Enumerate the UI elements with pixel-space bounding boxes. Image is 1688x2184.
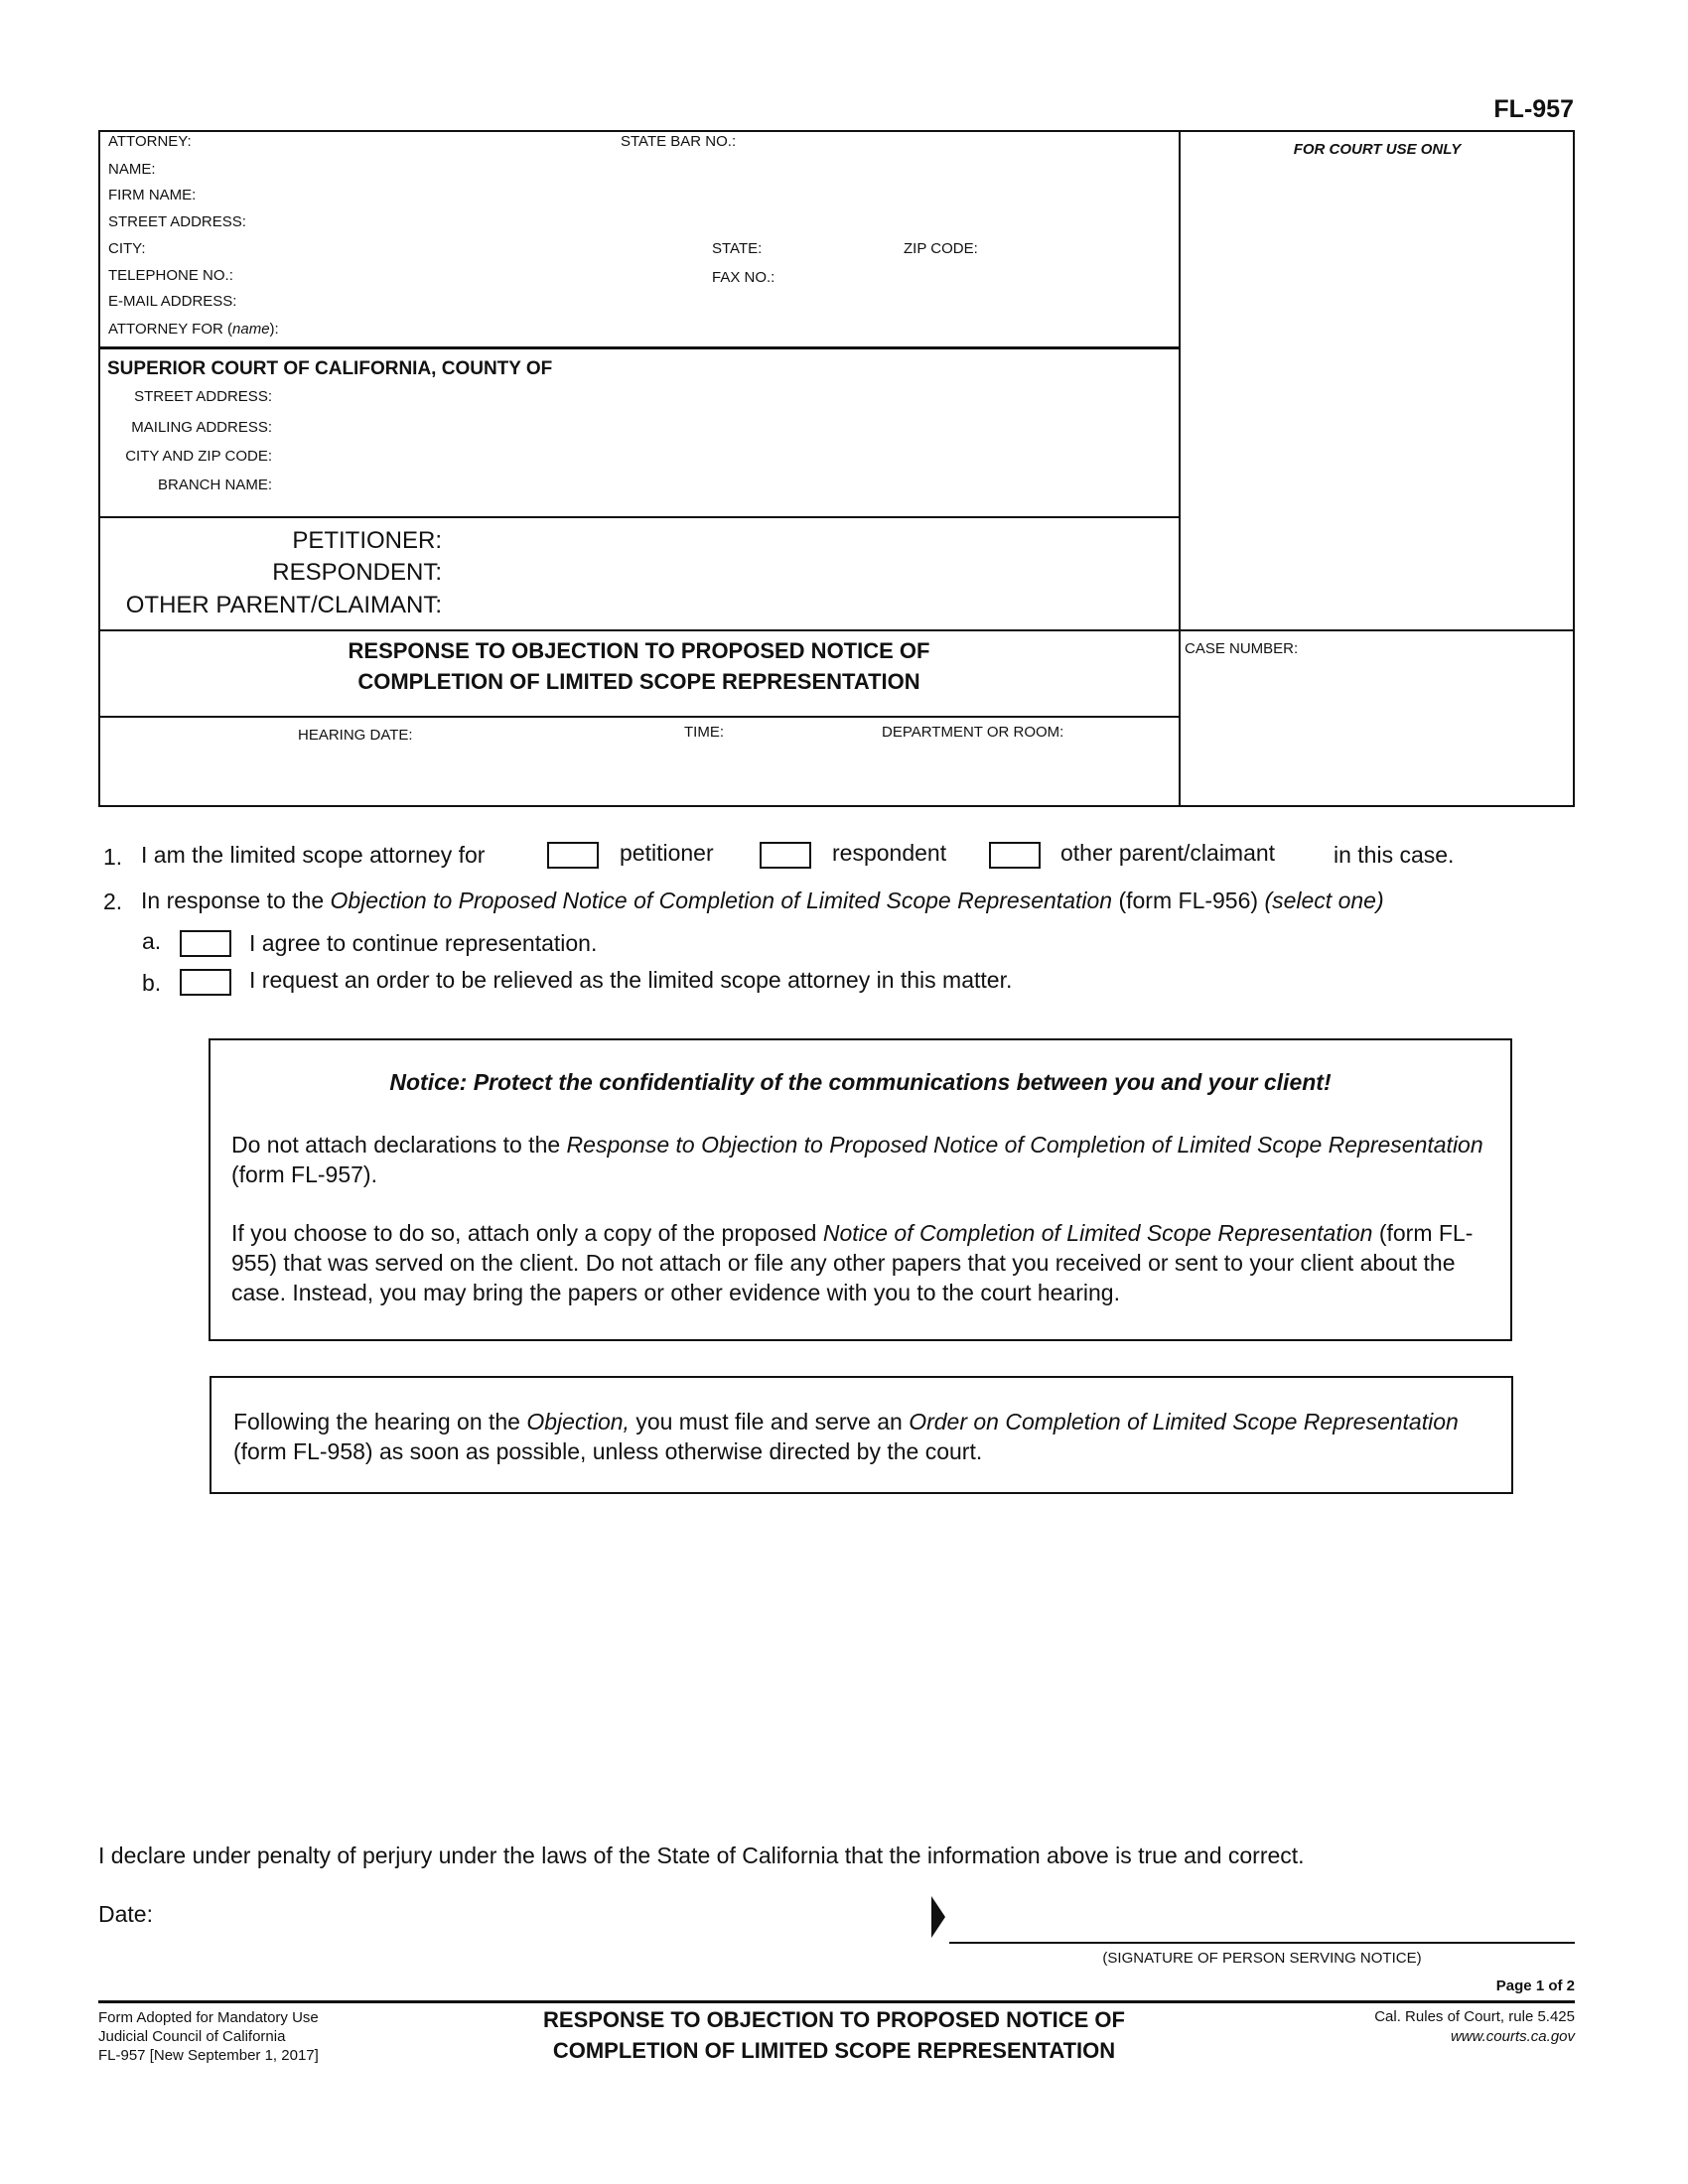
item1-text: I am the limited scope attorney for	[141, 842, 486, 868]
page-number: Page 1 of 2	[1495, 1978, 1575, 1994]
divider	[98, 716, 1180, 718]
other-parent-option: other parent/claimant	[1060, 840, 1276, 866]
following-mid: you must file and serve an	[629, 1409, 910, 1434]
attorney-for-label[interactable]	[108, 321, 279, 339]
item2b-text: I request an order to be relieved as the limited scope attorney in this matter.	[249, 967, 1013, 993]
street-address-label[interactable]: STREET ADDRESS:	[108, 213, 246, 230]
divider	[98, 516, 1180, 518]
court-branch-label[interactable]: BRANCH NAME:	[157, 477, 272, 493]
p2-title: Notice of Completion of Limited Scope Representation	[822, 1220, 1373, 1246]
item2b-label: b.	[142, 970, 162, 996]
caption-frame	[98, 130, 1575, 807]
zip-label[interactable]: ZIP CODE:	[904, 240, 978, 257]
attorney-for-name: name	[232, 321, 270, 338]
attorney-label[interactable]: ATTORNEY:	[108, 133, 192, 150]
following-pre: Following the hearing on the	[233, 1409, 527, 1434]
telephone-label[interactable]: TELEPHONE NO.:	[108, 267, 233, 284]
p2-pre: If you choose to do so, attach only a copy of the proposed	[231, 1220, 823, 1246]
item1-end: in this case.	[1334, 842, 1455, 868]
hearing-date-label[interactable]: HEARING DATE:	[298, 727, 413, 744]
form-id: FL-957	[1493, 95, 1574, 123]
notice-paragraph-2	[231, 1218, 1492, 1307]
name-label[interactable]: NAME:	[108, 161, 156, 178]
notice-heading: Notice: Protect the confidentiality of the communications between you and your client!	[389, 1069, 1332, 1095]
divider	[1179, 130, 1181, 807]
form-title-line2: COMPLETION OF LIMITED SCOPE REPRESENTATION	[357, 669, 920, 694]
divider	[98, 346, 1180, 349]
firm-name-label[interactable]: FIRM NAME:	[108, 187, 197, 204]
item2-form-title: Objection to Proposed Notice of Completion of Limited Scope Representation	[330, 887, 1113, 913]
court-city-zip-label[interactable]: CITY AND ZIP CODE:	[125, 448, 272, 465]
p2-post: (form FL-955) that was served on the client. Do not attach or file any other papers that you received or sent to your client about the case. Instead, you may bring the papers or other evidence with you to the court hearing.	[231, 1220, 1474, 1305]
signature-line[interactable]	[949, 1942, 1575, 1944]
respondent-option: respondent	[832, 840, 947, 866]
footer-website-link[interactable]: www.courts.ca.gov	[1450, 2028, 1575, 2045]
other-parent-checkbox[interactable]	[989, 842, 1041, 869]
date-label[interactable]: Date:	[98, 1901, 153, 1927]
item2-text	[141, 887, 1384, 914]
court-mailing-label[interactable]: MAILING ADDRESS:	[131, 419, 272, 436]
court-title: SUPERIOR COURT OF CALIFORNIA, COUNTY OF	[107, 358, 553, 379]
case-number-label[interactable]: CASE NUMBER:	[1185, 640, 1299, 657]
footer-title-2: COMPLETION OF LIMITED SCOPE REPRESENTATION	[552, 2038, 1116, 2063]
petitioner-option: petitioner	[620, 840, 714, 866]
other-parent-label[interactable]: OTHER PARENT/CLAIMANT:	[125, 592, 442, 618]
item2-select: (select one)	[1264, 887, 1384, 913]
footer-rule-citation: Cal. Rules of Court, rule 5.425	[1374, 2008, 1575, 2025]
item2a-text: I agree to continue representation.	[249, 930, 598, 956]
state-bar-label[interactable]: STATE BAR NO.:	[621, 133, 737, 150]
footer-rule	[98, 2000, 1575, 2003]
petitioner-label[interactable]: PETITIONER:	[292, 527, 442, 554]
respondent-checkbox[interactable]	[760, 842, 811, 869]
following-order: Order on Completion of Limited Scope Representation	[909, 1409, 1459, 1434]
declaration-text: I declare under penalty of perjury under the laws of the State of California that the information above is true and correct.	[98, 1843, 1305, 1868]
hearing-time-label[interactable]: TIME:	[684, 724, 724, 741]
p1-title: Response to Objection to Proposed Notice of Completion of Limited Scope Representation	[566, 1132, 1483, 1158]
item2-pre: In response to the	[141, 887, 331, 913]
p1-pre: Do not attach declarations to the	[231, 1132, 567, 1158]
item2-form-ref: (form FL-956)	[1112, 887, 1265, 913]
following-post: (form FL-958) as soon as possible, unless otherwise directed by the court.	[233, 1438, 983, 1464]
following-objection: Objection,	[526, 1409, 630, 1434]
signature-caption: (SIGNATURE OF PERSON SERVING NOTICE)	[1102, 1950, 1422, 1967]
signature-arrow-icon	[931, 1896, 945, 1938]
city-label[interactable]: CITY:	[108, 240, 146, 257]
court-street-label[interactable]: STREET ADDRESS:	[134, 388, 272, 405]
item2-number: 2.	[103, 888, 123, 914]
divider	[98, 629, 1575, 631]
fax-label[interactable]: FAX NO.:	[712, 269, 775, 286]
footer-left-1: Form Adopted for Mandatory Use	[98, 2009, 319, 2026]
attorney-for-end: ):	[269, 321, 279, 338]
department-label[interactable]: DEPARTMENT OR ROOM:	[882, 724, 1064, 741]
item1-number: 1.	[103, 844, 123, 870]
court-use-label: FOR COURT USE ONLY	[1293, 141, 1462, 158]
following-hearing-text	[233, 1407, 1494, 1466]
footer-left-2: Judicial Council of California	[98, 2028, 286, 2045]
state-label[interactable]: STATE:	[712, 240, 763, 257]
relieved-checkbox[interactable]	[180, 969, 231, 996]
footer-title-1: RESPONSE TO OBJECTION TO PROPOSED NOTICE OF	[543, 2007, 1125, 2032]
item2a-label: a.	[142, 928, 162, 954]
p1-post: (form FL-957).	[231, 1161, 377, 1187]
email-label[interactable]: E-MAIL ADDRESS:	[108, 293, 237, 310]
respondent-label[interactable]: RESPONDENT:	[272, 559, 442, 586]
attorney-for-text: ATTORNEY FOR (	[108, 321, 233, 338]
form-title-line1: RESPONSE TO OBJECTION TO PROPOSED NOTICE OF	[348, 638, 930, 663]
notice-paragraph-1	[231, 1130, 1492, 1189]
footer-left-3: FL-957 [New September 1, 2017]	[98, 2047, 319, 2064]
petitioner-checkbox[interactable]	[547, 842, 599, 869]
continue-representation-checkbox[interactable]	[180, 930, 231, 957]
